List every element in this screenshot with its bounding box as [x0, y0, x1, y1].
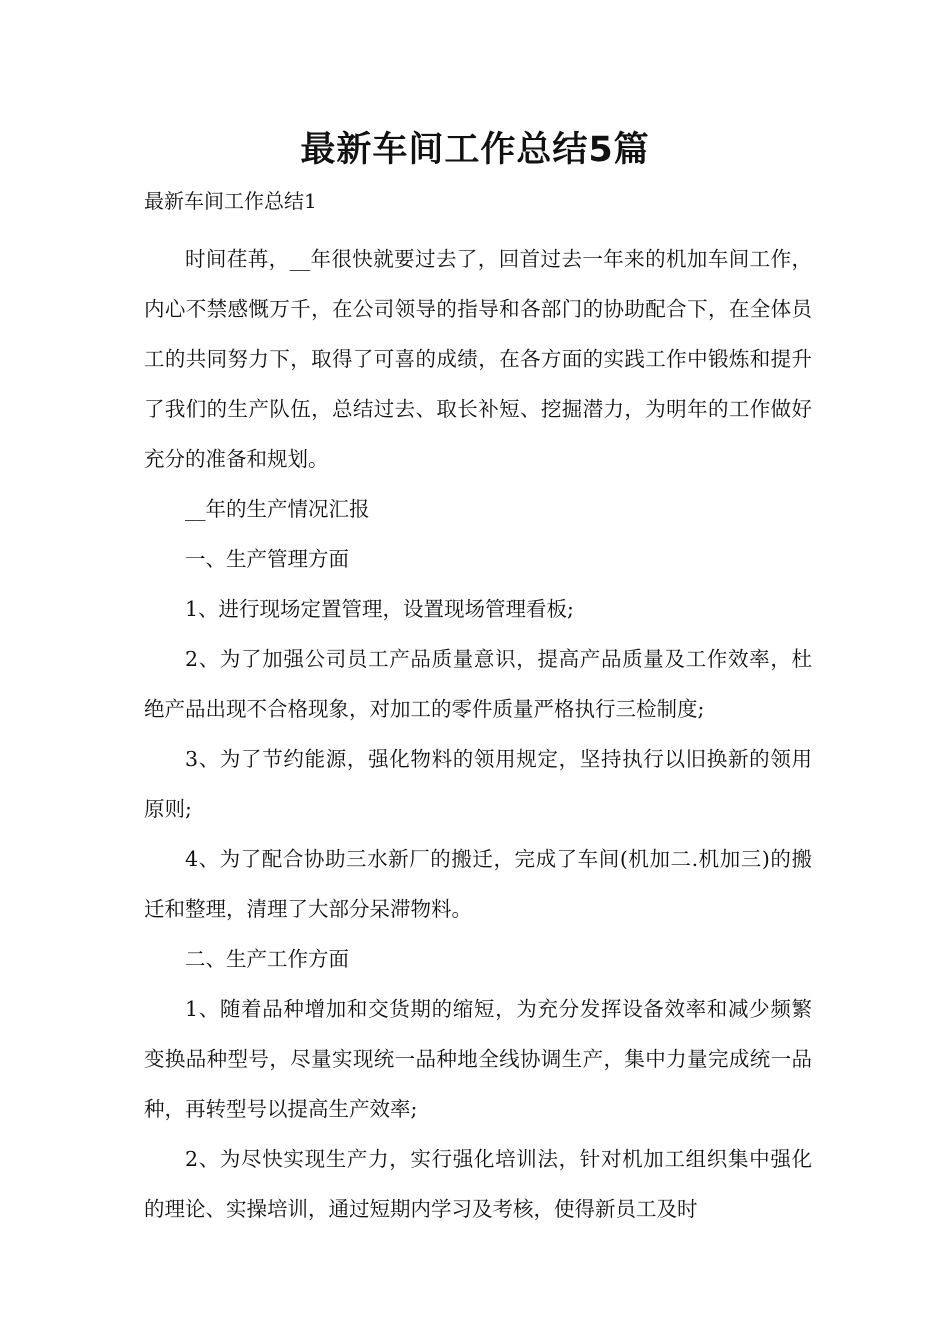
- paragraph-item-1-1: 1、进行现场定置管理，设置现场管理看板;: [185, 597, 574, 621]
- document-title: 最新车间工作总结5篇: [300, 130, 650, 170]
- paragraph-item-1-4: 4、为了配合协助三水新厂的搬迁，完成了车间(机加二.机加三)的搬迁和整理，清理了大部分呆滞物料。: [144, 847, 812, 921]
- paragraph-item-1-2: 2、为了加强公司员工产品质量意识，提高产品质量及工作效率，杜绝产品出现不合格现象，对加工的零件质量严格执行三检制度;: [144, 647, 812, 721]
- paragraph-intro: 时间荏苒，__年很快就要过去了，回首过去一年来的机加车间工作，内心不禁感慨万千，在公司领导的指导和各部门的协助配合下，在全体员工的共同努力下，取得了可喜的成绩，在各方面的实践工作中锻炼和提升了我们的生产队伍，总结过去、取长补短、挖掘潜力，为明年的工作做好充分的准备和规划。: [144, 247, 812, 471]
- paragraph-section-1: 一、生产管理方面: [185, 547, 349, 571]
- paragraph-section-2: 二、生产工作方面: [185, 947, 349, 971]
- paragraph-item-1-3: 3、为了节约能源，强化物料的领用规定，坚持执行以旧换新的领用原则;: [144, 747, 812, 821]
- section-heading: 最新车间工作总结1: [144, 189, 317, 213]
- paragraph-item-2-1: 1、随着品种增加和交货期的缩短，为充分发挥设备效率和减少频繁变换品种型号，尽量实现统一品种地全线协调生产，集中力量完成统一品种，再转型号以提高生产效率;: [144, 997, 812, 1121]
- document-body: [144, 234, 812, 1234]
- paragraph-production-report: __年的生产情况汇报: [185, 497, 370, 521]
- paragraph-item-2-2: 2、为尽快实现生产力，实行强化培训法，针对机加工组织集中强化的理论、实操培训，通过短期内学习及考核，使得新员工及时: [144, 1147, 812, 1221]
